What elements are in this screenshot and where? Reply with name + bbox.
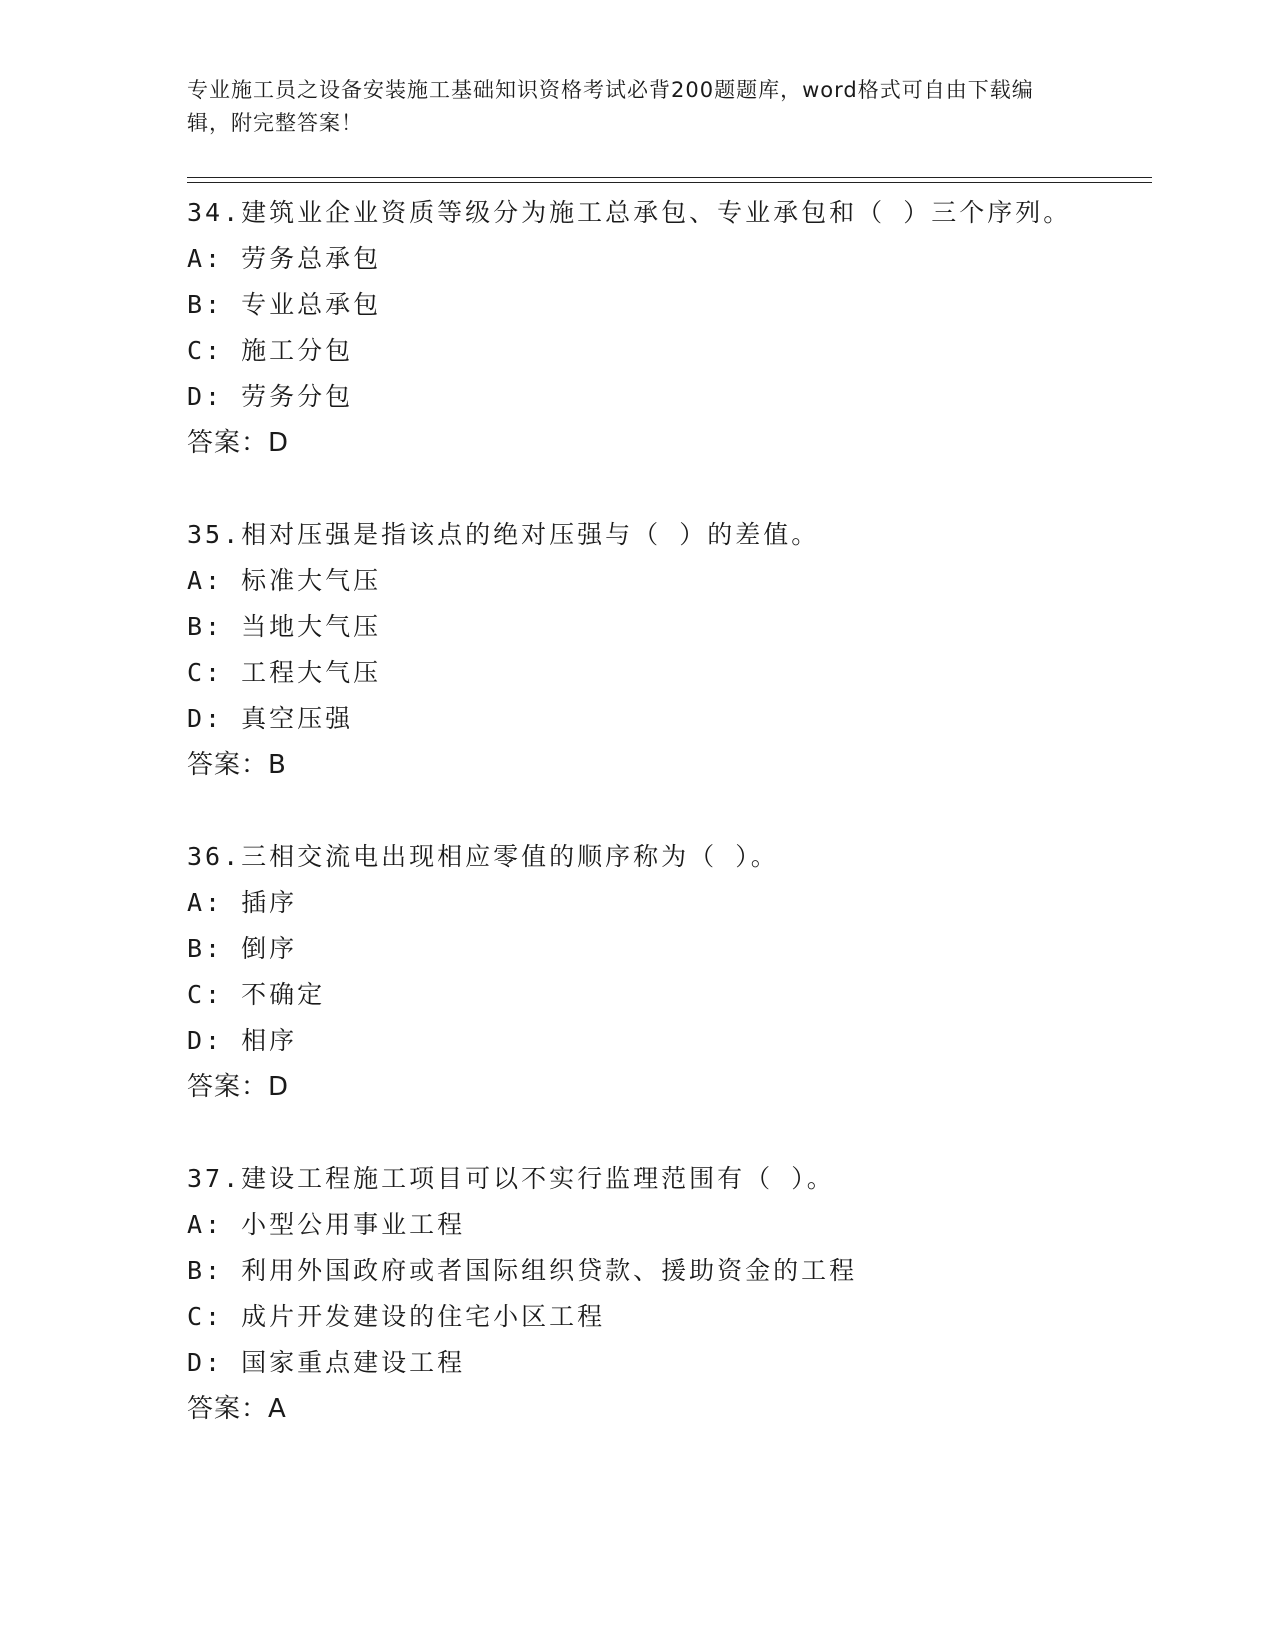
option-b: B: 倒序 (187, 934, 298, 963)
option-c: C: 成片开发建设的住宅小区工程 (187, 1302, 606, 1331)
document-header: 专业施工员之设备安装施工基础知识资格考试必背200题题库，word格式可自由下载编辑，附完整答案！ (187, 78, 1034, 135)
question-36 (187, 834, 1087, 1110)
question-title: 35.相对压强是指该点的绝对压强与（ ）的差值。 (187, 520, 820, 549)
option-c: C: 施工分包 (187, 336, 354, 365)
option-c: C: 工程大气压 (187, 658, 382, 687)
option-b: B: 当地大气压 (187, 612, 382, 641)
option-a: A: 标准大气压 (187, 566, 382, 595)
question-35 (187, 512, 1087, 788)
question-title: 36.三相交流电出现相应零值的顺序称为（ ）。 (187, 842, 779, 871)
answer: 答案：D (187, 428, 290, 458)
answer: 答案：A (187, 1394, 287, 1424)
question-37 (187, 1156, 1087, 1432)
option-d: D: 劳务分包 (187, 382, 354, 411)
header-rule-bottom (187, 182, 1152, 183)
answer: 答案：B (187, 750, 287, 780)
option-d: D: 国家重点建设工程 (187, 1348, 466, 1377)
option-d: D: 相序 (187, 1026, 298, 1055)
option-a: A: 小型公用事业工程 (187, 1210, 466, 1239)
option-b: B: 利用外国政府或者国际组织贷款、援助资金的工程 (187, 1256, 858, 1285)
option-a: A: 插序 (187, 888, 298, 917)
question-title: 34.建筑业企业资质等级分为施工总承包、专业承包和（ ）三个序列。 (187, 198, 1072, 227)
option-c: C: 不确定 (187, 980, 326, 1009)
option-a: A: 劳务总承包 (187, 244, 382, 273)
option-d: D: 真空压强 (187, 704, 354, 733)
question-34 (187, 190, 1087, 466)
answer: 答案：D (187, 1072, 290, 1102)
question-list (187, 190, 1087, 1478)
option-b: B: 专业总承包 (187, 290, 382, 319)
header-rule-top (187, 177, 1152, 178)
question-title: 37.建设工程施工项目可以不实行监理范围有（ ）。 (187, 1164, 835, 1193)
